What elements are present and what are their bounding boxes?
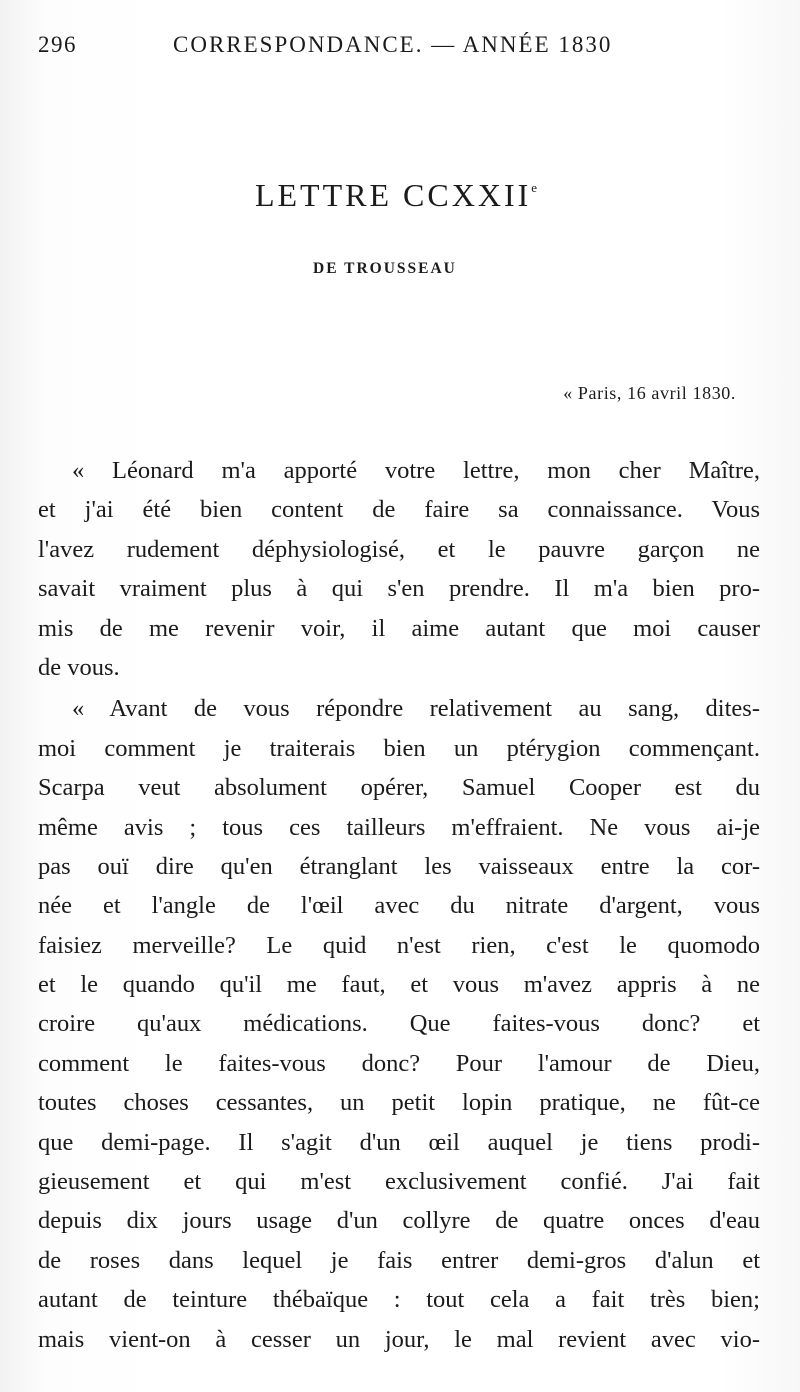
text-line: pas ouï dire qu'en étranglant les vaisseaux entre la cor- <box>38 852 760 880</box>
text-line: l'avez rudement déphysiologisé, et le pauvre garçon ne <box>38 535 760 563</box>
paragraph-1 <box>38 451 760 687</box>
text-line: de vous. <box>38 653 120 681</box>
letter-title-superscript: e <box>531 180 538 195</box>
letter-sender: DE TROUSSEAU <box>313 260 457 277</box>
text-line: autant de teinture thébaïque : tout cela a fait très bien; <box>38 1286 760 1314</box>
text-line: née et l'angle de l'œil avec du nitrate d'argent, vous <box>38 892 760 920</box>
running-header <box>38 32 720 66</box>
text-line: et le quando qu'il me faut, et vous m'avez appris à ne <box>38 971 760 999</box>
text-line: croire qu'aux médications. Que faites-vous donc? et <box>38 1010 760 1038</box>
page-number: 296 <box>38 32 77 57</box>
text-line: mis de me revenir voir, il aime autant que moi causer <box>38 614 760 642</box>
text-line: mais vient-on à cesser un jour, le mal revient avec vio- <box>38 1325 760 1353</box>
text-line: gieusement et qui m'est exclusivement confié. J'ai fait <box>38 1168 760 1196</box>
text-line: « Avant de vous répondre relativement au sang, dites- <box>72 695 760 723</box>
text-line: toutes choses cessantes, un petit lopin pratique, ne fût-ce <box>38 1089 760 1117</box>
running-title: CORRESPONDANCE. — ANNÉE 1830 <box>173 32 613 57</box>
letter-title-text: LETTRE CCXXII <box>254 177 532 213</box>
text-line: et j'ai été bien content de faire sa connaissance. Vous <box>38 496 760 524</box>
text-line: moi comment je traiterais bien un ptérygion commençant. <box>38 734 760 762</box>
text-line: comment le faites-vous donc? Pour l'amour de Dieu, <box>38 1049 760 1077</box>
text-line: depuis dix jours usage d'un collyre de quatre onces d'eau <box>38 1207 760 1235</box>
text-line: de roses dans lequel je fais entrer demi-gros d'alun et <box>38 1246 760 1274</box>
letter-body <box>38 451 760 1359</box>
letter-dateline: « Paris, 16 avril 1830. <box>563 383 736 403</box>
letter-title <box>0 177 796 214</box>
text-line: même avis ; tous ces tailleurs m'effraient. Ne vous ai-je <box>38 813 760 841</box>
text-line: « Léonard m'a apporté votre lettre, mon cher Maître, <box>72 457 760 484</box>
text-line: faisiez merveille? Le quid n'est rien, c'est le quomodo <box>38 931 760 959</box>
text-line: que demi-page. Il s'agit d'un œil auquel je tiens prodi- <box>38 1128 760 1156</box>
text-line: savait vraiment plus à qui s'en prendre. Il m'a bien pro- <box>38 575 760 603</box>
text-line: Scarpa veut absolument opérer, Samuel Cooper est du <box>38 774 760 802</box>
paragraph-2 <box>38 689 760 1359</box>
